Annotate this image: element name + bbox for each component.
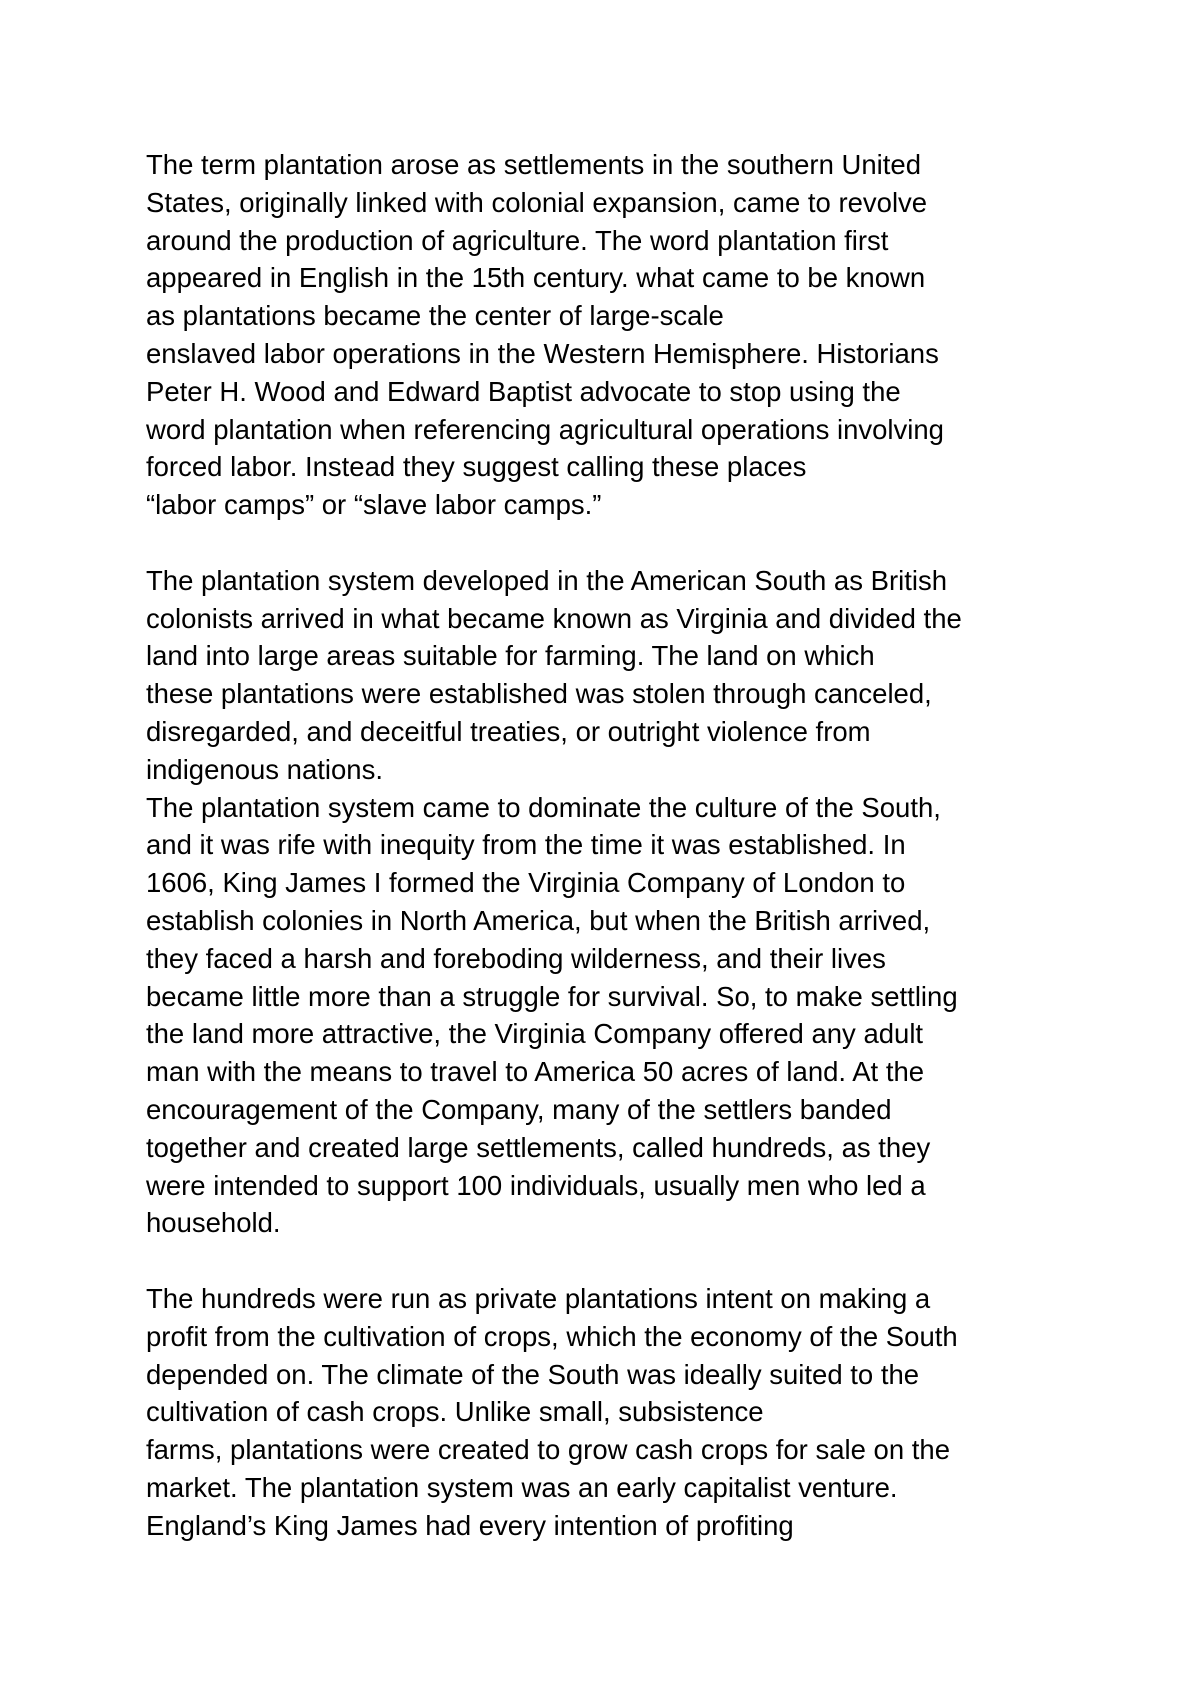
- text-line: “labor camps” or “slave labor camps.”: [146, 489, 602, 521]
- text-line: indigenous nations.: [146, 753, 383, 785]
- text-line: word plantation when referencing agricultural operations involving: [146, 413, 944, 445]
- text-line: profit from the cultivation of crops, which the economy of the South: [146, 1320, 958, 1352]
- text-line: around the production of agriculture. The word plantation first: [146, 224, 889, 256]
- text-line: Peter H. Wood and Edward Baptist advocate to stop using the: [146, 375, 901, 407]
- text-line: land into large areas suitable for farming. The land on which: [146, 640, 875, 672]
- document-body: [146, 146, 1086, 1544]
- text-line: as plantations became the center of large-scale: [146, 300, 724, 332]
- text-line: colonists arrived in what became known as Virginia and divided the: [146, 602, 962, 634]
- text-line: the land more attractive, the Virginia Company offered any adult: [146, 1018, 924, 1050]
- text-line: man with the means to travel to America 50 acres of land. At the: [146, 1056, 925, 1088]
- text-line: they faced a harsh and foreboding wilderness, and their lives: [146, 942, 886, 974]
- text-line: became little more than a struggle for survival. So, to make settling: [146, 980, 958, 1012]
- text-line: encouragement of the Company, many of the settlers banded: [146, 1093, 892, 1125]
- text-line: and it was rife with inequity from the time it was established. In: [146, 829, 906, 861]
- paragraph-4: [146, 1280, 1086, 1545]
- text-line: appeared in English in the 15th century. what came to be known: [146, 262, 926, 294]
- paragraph-spacer: [146, 1242, 1086, 1280]
- text-line: forced labor. Instead they suggest calling these places: [146, 451, 807, 483]
- text-line: depended on. The climate of the South was ideally suited to the: [146, 1358, 920, 1390]
- text-line: establish colonies in North America, but when the British arrived,: [146, 904, 931, 936]
- text-line: farms, plantations were created to grow cash crops for sale on the: [146, 1434, 951, 1466]
- text-line: enslaved labor operations in the Western Hemisphere. Historians: [146, 337, 939, 369]
- text-line: were intended to support 100 individuals, usually men who led a: [146, 1169, 926, 1201]
- paragraph-3: [146, 789, 1086, 1243]
- paragraph-1: [146, 146, 1086, 524]
- paragraph-2: [146, 562, 1086, 789]
- text-line: The plantation system developed in the American South as British: [146, 564, 948, 596]
- text-line: The plantation system came to dominate the culture of the South,: [146, 791, 941, 823]
- text-line: disregarded, and deceitful treaties, or outright violence from: [146, 715, 871, 747]
- text-line: The hundreds were run as private plantations intent on making a: [146, 1282, 931, 1314]
- text-line: England’s King James had every intention of profiting: [146, 1509, 794, 1541]
- text-line: together and created large settlements, called hundreds, as they: [146, 1131, 931, 1163]
- paragraph-spacer: [146, 524, 1086, 562]
- text-line: market. The plantation system was an early capitalist venture.: [146, 1471, 898, 1503]
- text-line: these plantations were established was stolen through canceled,: [146, 678, 932, 710]
- text-line: The term plantation arose as settlements in the southern United: [146, 149, 922, 180]
- text-line: household.: [146, 1207, 281, 1239]
- text-line: 1606, King James I formed the Virginia Company of London to: [146, 867, 906, 899]
- text-line: States, originally linked with colonial expansion, came to revolve: [146, 186, 928, 218]
- text-line: cultivation of cash crops. Unlike small, subsistence: [146, 1396, 764, 1428]
